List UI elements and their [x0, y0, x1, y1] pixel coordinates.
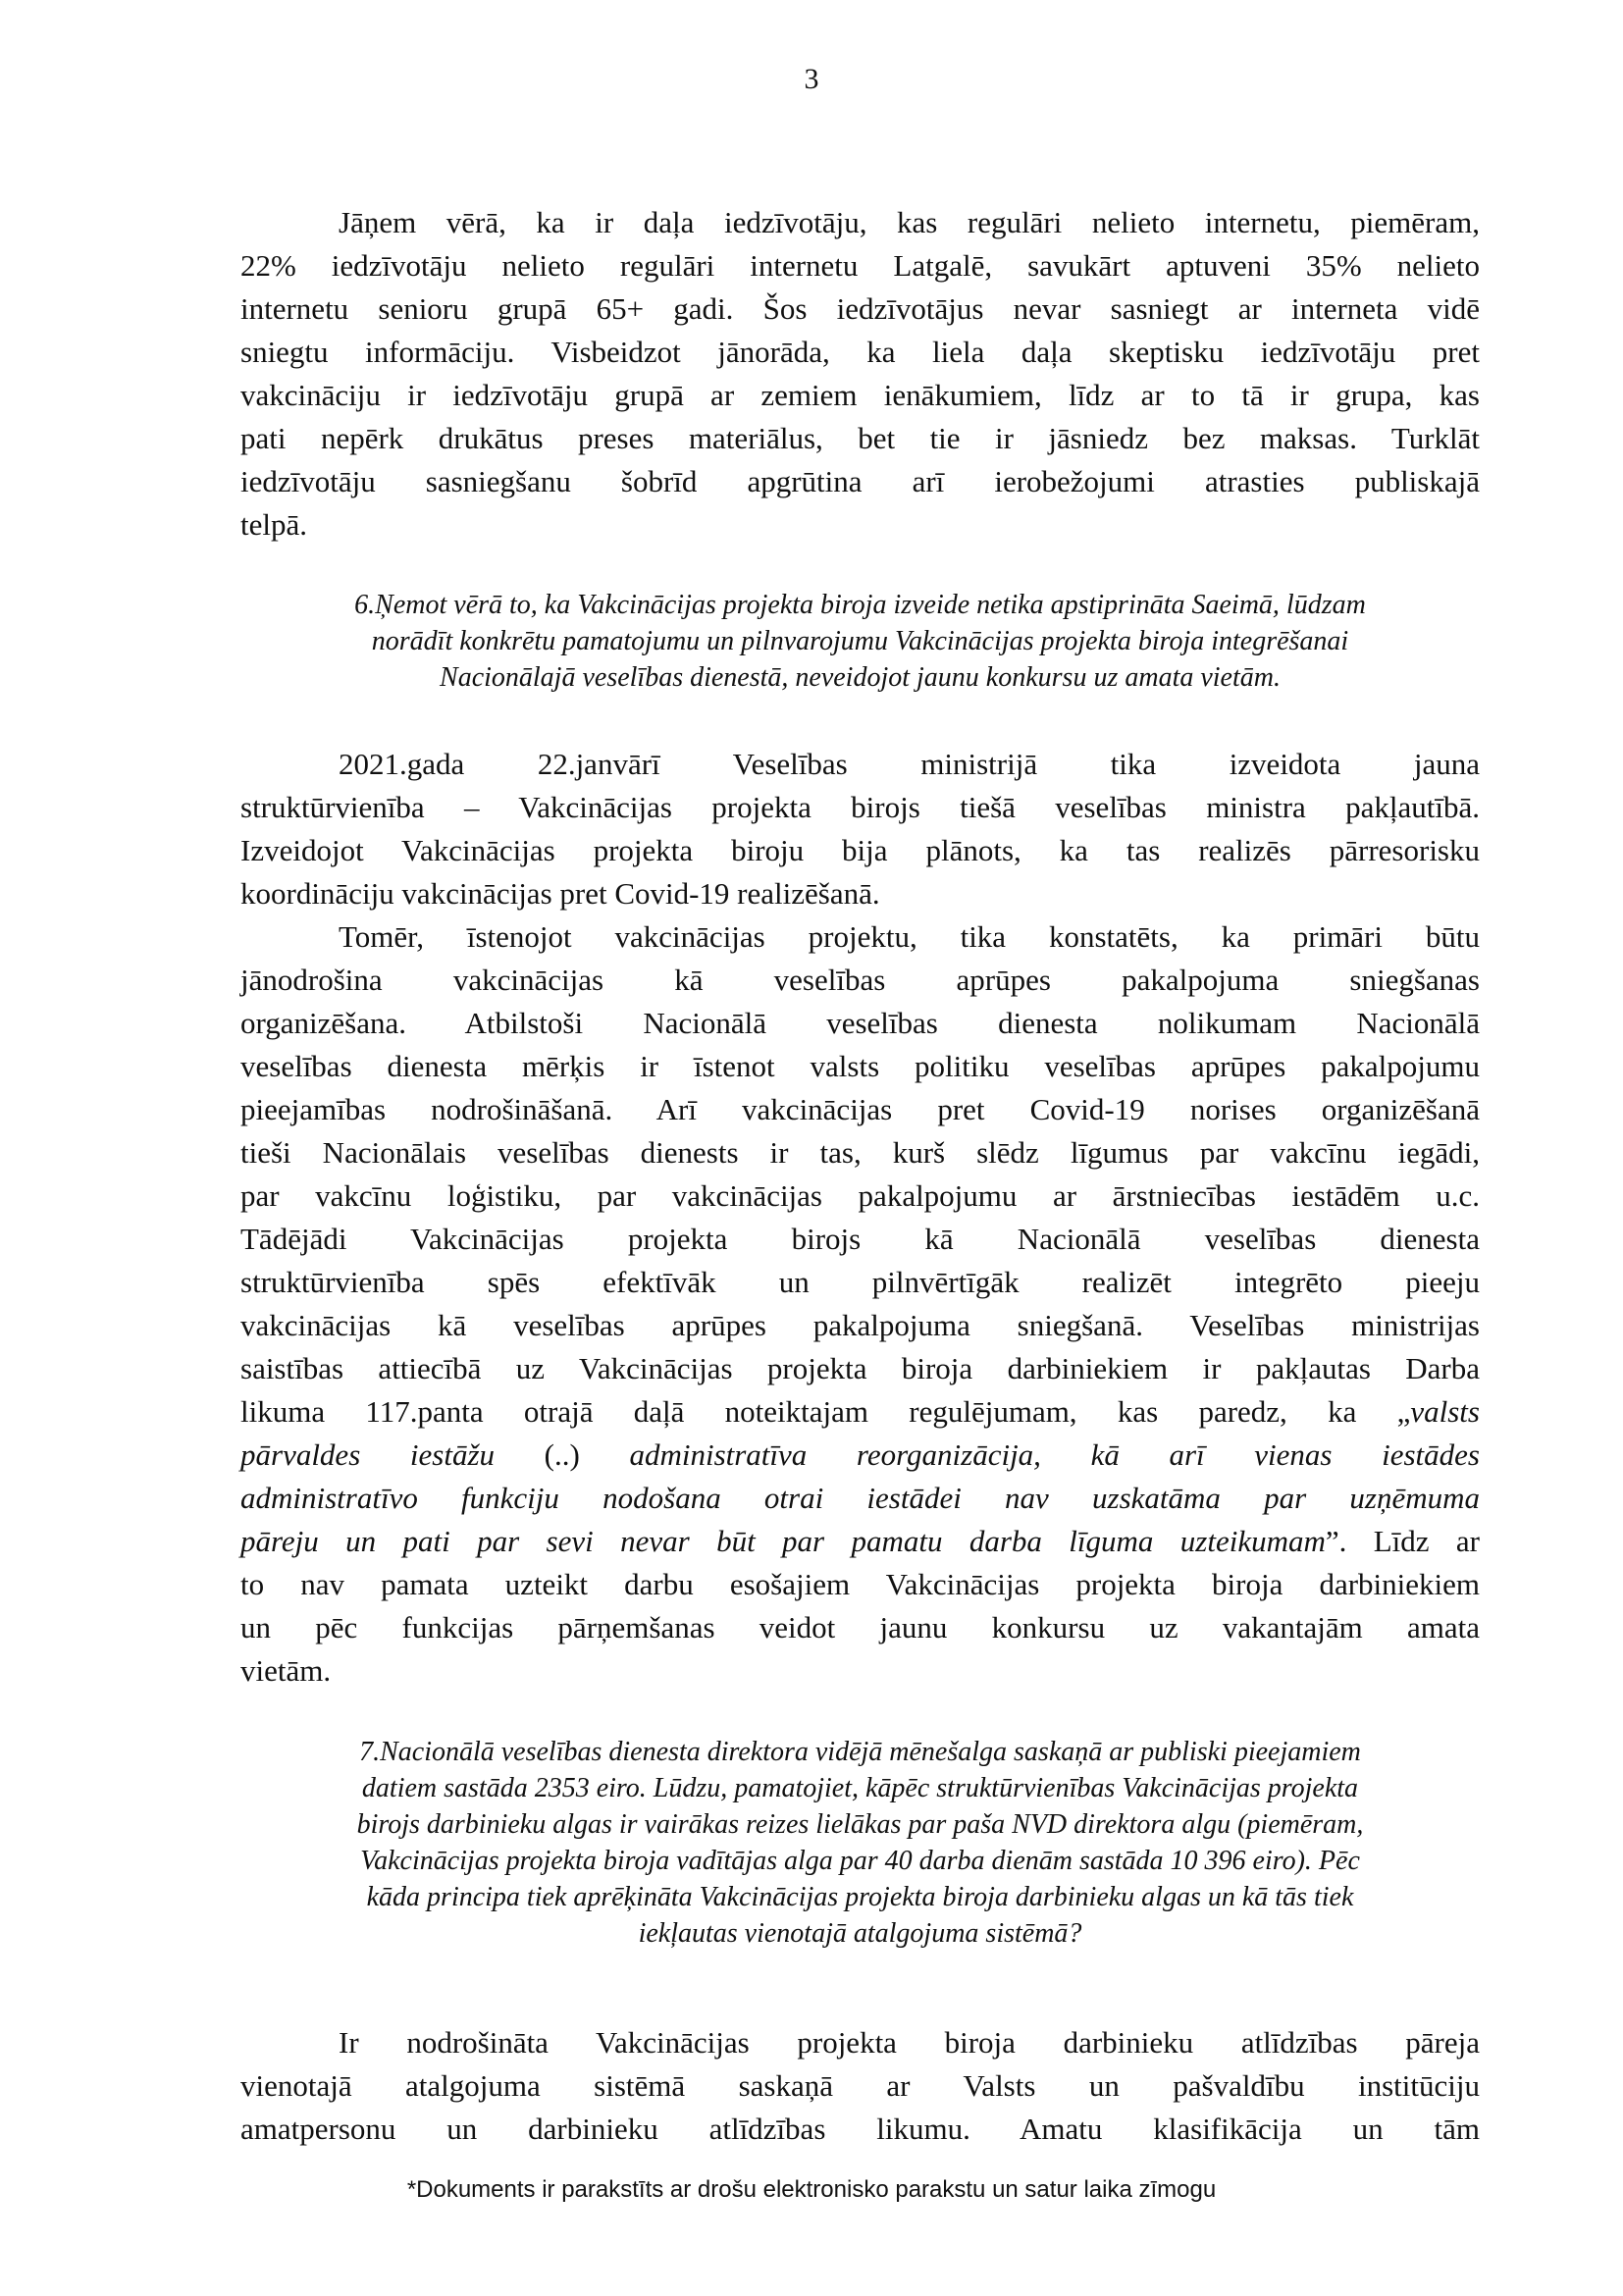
- text-line: [240, 1843, 1480, 1879]
- italic-text: pārvaldes iestāžu: [240, 1437, 545, 1472]
- text: Jāņem vērā, ka ir daļa iedzīvotāju, kas regulāri nelieto internetu, piemēram,: [339, 205, 1480, 239]
- text-line: [240, 659, 1480, 696]
- text: Tomēr, īstenojot vakcinācijas projektu, tika konstatēts, ka primāri būtu: [339, 919, 1480, 954]
- text: vakcinācijas kā veselības aprūpes pakalpojuma sniegšanā. Veselības ministrijas: [240, 1308, 1480, 1342]
- text: (..): [544, 1437, 630, 1472]
- text-line: [240, 201, 1480, 244]
- text: Izveidojot Vakcinācijas projekta biroju bija plānots, ka tas realizēs pārresorisku: [240, 833, 1480, 867]
- text: amatpersonu un darbinieku atlīdzības likumu. Amatu klasifikācija un tām: [240, 2112, 1480, 2146]
- text: likuma 117.panta otrajā daļā noteiktajam regulējumam, kas paredz, ka „: [240, 1394, 1411, 1429]
- text-line: [240, 1390, 1480, 1434]
- answer-7: [240, 2021, 1480, 2151]
- text: vakcināciju ir iedzīvotāju grupā ar zemiem ienākumiem, līdz ar to tā ir grupa, kas: [240, 378, 1480, 412]
- text: Ir nodrošināta Vakcinācijas projekta biroja darbinieku atlīdzības pāreja: [339, 2025, 1480, 2060]
- text: Vakcinācijas projekta biroja vadītājas alga par 40 darba dienām sastāda 10 396 eiro). Pēc: [360, 1846, 1360, 1876]
- text-line: [240, 1563, 1480, 1606]
- text: to nav pamata uzteikt darbu esošajiem Vakcinācijas projekta biroja darbiniekiem: [240, 1567, 1480, 1601]
- text-line: [240, 1347, 1480, 1390]
- text-line: [240, 2108, 1480, 2151]
- text: struktūrvienība – Vakcinācijas projekta birojs tiešā veselības ministra pakļautībā.: [240, 790, 1480, 824]
- question-7: [240, 1734, 1480, 1952]
- text-line: [240, 1174, 1480, 1218]
- text-line: [240, 1879, 1480, 1915]
- text-line: [240, 1770, 1480, 1806]
- text: 6.Ņemot vērā to, ka Vakcinācijas projekta biroja izveide netika apstiprināta Saeimā, lūdzam: [354, 590, 1366, 620]
- text-line: [240, 1218, 1480, 1261]
- text: vienotajā atalgojuma sistēmā saskaņā ar Valsts un pašvaldību institūciju: [240, 2068, 1480, 2103]
- text-line: [240, 1261, 1480, 1304]
- text-line: [240, 1088, 1480, 1131]
- text: par vakcīnu loģistiku, par vakcinācijas pakalpojumu ar ārstniecības iestādēm u.c.: [240, 1178, 1480, 1213]
- text-line: [240, 460, 1480, 503]
- text-line: [240, 829, 1480, 872]
- text-line: [240, 623, 1480, 659]
- text: vietām.: [240, 1653, 332, 1688]
- text-line: [240, 1045, 1480, 1088]
- text: jānodrošina vakcinācijas kā veselības aprūpes pakalpojuma sniegšanas: [240, 963, 1480, 997]
- text-line: [240, 503, 1480, 547]
- text: Nacionālajā veselības dienestā, neveidojot jaunu konkursu uz amata vietām.: [440, 662, 1281, 693]
- text-line: [240, 287, 1480, 331]
- paragraph-internet-usage: [240, 201, 1480, 547]
- text-line: [240, 1606, 1480, 1649]
- text-line: [240, 1649, 1480, 1693]
- text-line: [240, 2064, 1480, 2108]
- text: Tādējādi Vakcinācijas projekta birojs kā Nacionālā veselības dienesta: [240, 1222, 1480, 1256]
- signature-footer-note: *Dokuments ir parakstīts ar drošu elektronisko parakstu un satur laika zīmogu: [406, 2176, 1217, 2203]
- text: kāda principa tiek aprēķināta Vakcinācijas projekta biroja darbinieku algas un kā tās tiek: [366, 1882, 1354, 1912]
- text-line: [240, 1477, 1480, 1520]
- text-line: [240, 786, 1480, 829]
- text-line: [240, 959, 1480, 1002]
- text-line: [240, 1806, 1480, 1843]
- italic-text: administratīvo funkciju nodošana otrai iestādei nav uzskatāma par uzņēmuma: [240, 1481, 1480, 1515]
- text: organizēšana. Atbilstoši Nacionālā veselības dienesta nolikumam Nacionālā: [240, 1006, 1480, 1040]
- text-line: [240, 331, 1480, 374]
- text: un pēc funkcijas pārņemšanas veidot jaunu konkursu uz vakantajām amata: [240, 1610, 1480, 1644]
- text-line: [240, 872, 1480, 915]
- text-line: [240, 417, 1480, 460]
- text: norādīt konkrētu pamatojumu un pilnvarojumu Vakcinācijas projekta biroja integrēšanai: [371, 626, 1349, 656]
- text-line: [240, 1434, 1480, 1477]
- page-number: 3: [804, 63, 819, 95]
- text-line: [240, 915, 1480, 959]
- italic-text: valsts: [1410, 1394, 1480, 1429]
- text-line: [240, 1131, 1480, 1174]
- text-line: [240, 1304, 1480, 1347]
- text: telpā.: [240, 507, 307, 542]
- text: datiem sastāda 2353 eiro. Lūdzu, pamatojiet, kāpēc struktūrvienības Vakcinācijas projekta: [361, 1773, 1359, 1803]
- text-line: [240, 1734, 1480, 1770]
- text: pieejamības nodrošināšanā. Arī vakcinācijas pret Covid-19 norises organizēšanā: [240, 1092, 1480, 1126]
- text: sniegtu informāciju. Visbeidzot jānorāda, ka liela daļa skeptisku iedzīvotāju pret: [240, 335, 1480, 369]
- text: iekļautas vienotajā atalgojuma sistēmā?: [638, 1918, 1082, 1949]
- text: 22% iedzīvotāju nelieto regulāri internetu Latgalē, savukārt aptuveni 35% nelieto: [240, 248, 1480, 283]
- answer-6: [240, 743, 1480, 1693]
- text: tieši Nacionālais veselības dienests ir tas, kurš slēdz līgumus par vakcīnu iegādi,: [240, 1135, 1480, 1170]
- text: struktūrvienība spēs efektīvāk un pilnvērtīgāk realizēt integrēto pieeju: [240, 1265, 1480, 1299]
- text-line: [240, 1002, 1480, 1045]
- text-line: [240, 587, 1480, 623]
- text-line: [240, 743, 1480, 786]
- text: birojs darbinieku algas ir vairākas reizes lielākas par paša NVD direktora algu (piemēram,: [356, 1809, 1364, 1840]
- text: pati nepērk drukātus preses materiālus, bet tie ir jāsniedz bez maksas. Turklāt: [240, 421, 1480, 455]
- text: 7.Nacionālā veselības dienesta direktora vidējā mēnešalga saskaņā ar publiski pieejamiem: [359, 1737, 1361, 1767]
- text: 2021.gada 22.janvārī Veselības ministrijā tika izveidota jauna: [339, 747, 1480, 781]
- text-line: [240, 1520, 1480, 1563]
- text: iedzīvotāju sasniegšanu šobrīd apgrūtina arī ierobežojumi atrasties publiskajā: [240, 464, 1480, 498]
- text-line: [240, 244, 1480, 287]
- text: veselības dienesta mērķis ir īstenot valsts politiku veselības aprūpes pakalpojumu: [240, 1049, 1480, 1083]
- text: koordināciju vakcinācijas pret Covid-19 realizēšanā.: [240, 876, 880, 911]
- text-line: [240, 2021, 1480, 2064]
- text: internetu senioru grupā 65+ gadi. Šos iedzīvotājus nevar sasniegt ar interneta vidē: [240, 291, 1480, 326]
- text: ”. Līdz ar: [1325, 1524, 1480, 1558]
- italic-text: administratīva reorganizācija, kā arī vienas iestādes: [629, 1437, 1480, 1472]
- text-line: [240, 1915, 1480, 1952]
- text: saistības attiecībā uz Vakcinācijas projekta biroja darbiniekiem ir pakļautas Darba: [240, 1351, 1480, 1385]
- italic-text: pāreju un pati par sevi nevar būt par pamatu darba līguma uzteikumam: [240, 1524, 1326, 1558]
- question-6: [240, 587, 1480, 696]
- text-line: [240, 374, 1480, 417]
